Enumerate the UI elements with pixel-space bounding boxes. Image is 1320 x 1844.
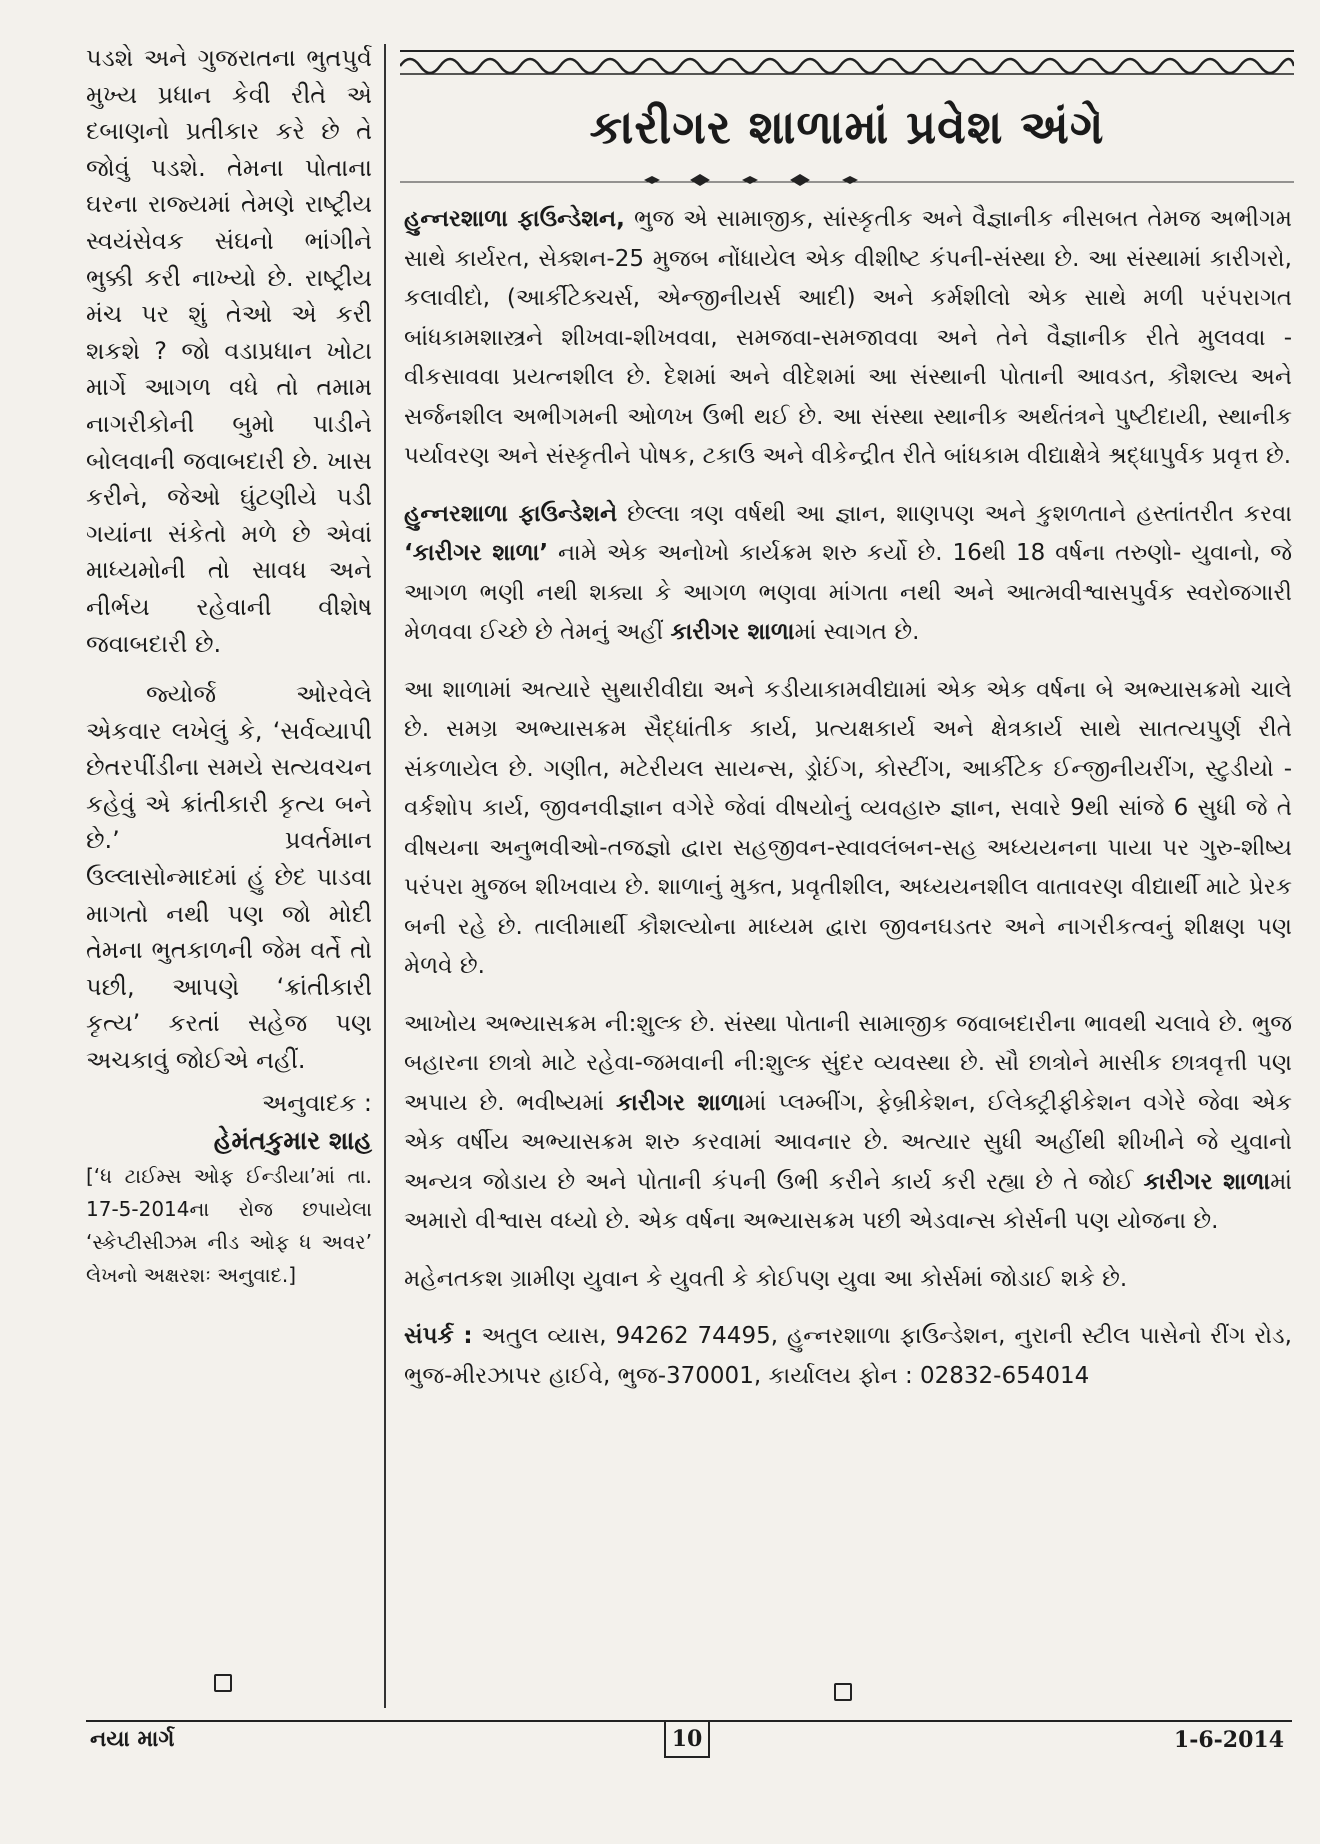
paragraph-text: છેલ્લા ત્રણ વર્ષથી આ જ્ઞાન, શાણપણ અને કુશળતાને હસ્તાંતરીત કરવા <box>617 500 1292 527</box>
foundation-name: હુન્નરશાળા ફાઉન્ડેશન, <box>404 206 625 232</box>
paragraph-text: માં અમારો વીશ્વાસ વધ્યો છે. એક વર્ષના અભ્યાસક્રમ પછી એડવાન્સ કોર્સની પણ યોજના છે. <box>404 1168 1292 1234</box>
article-paragraph-2 <box>404 495 1292 653</box>
contact-label: સંપર્ક : <box>404 1323 473 1349</box>
column-divider <box>384 44 386 1708</box>
translator-label: અનુવાદક : <box>261 1088 372 1117</box>
left-column <box>86 40 372 1292</box>
page-number: 10 <box>664 1722 710 1758</box>
left-paragraph-1: પડશે અને ગુજરાતના ભુતપુર્વ મુખ્ય પ્રધાન કેવી રીતે એ દબાણનો પ્રતીકાર કરે છે તે જોવું પડશે. તેમના પોતાના ઘરના રાજ્યમાં તેમણે રાષ્ટ્રીય સ્વયંસેવક સંઘનો ભાંગીને ભુક્કી કરી નાખ્યો છે. રાષ્ટ્રીય મંચ પર શું તેઓ એ કરી શકશે ? જો વડાપ્રધાન ખોટા માર્ગે આગળ વધે તો તમામ નાગરીકોની બુમો પાડીને બોલવાની જવાબદારી છે. ખાસ કરીને, જેઓ ઘુંટણીયે પડી ગયાંના સંકેતો મળે છે એવાં માધ્યમોની તો સાવધ અને નીર્ભય રહેવાની વીશેષ જવાબદારી છે. <box>86 44 372 658</box>
paragraph-text: આખોય અભ્યાસક્રમ ની:શુલ્ક છે. સંસ્થા પોતાની સામાજીક જવાબદારીના ભાવથી ચલાવે છે. ભુજ બહારના છાત્રો માટે રહેવા-જમવાની ની:શુલ્ક સુંદર વ્યવસ્થા છે. સૌ છાત્રોને માસીક છાત્રવૃત્તી પણ અપાય છે. ભવીષ્યમાં <box>404 1010 1292 1116</box>
foundation-name: હુન્નરશાળા ફાઉન્ડેશને <box>404 500 618 527</box>
article-body <box>404 200 1292 1414</box>
paragraph-text: નામે એક અનોખો કાર્યક્રમ શરુ કર્યો છે. 16થી 18 વર્ષના તરુણો- યુવાનો, જે આગળ ભણી નથી શક્યા કે આગળ ભણવા માંગતા નથી અને આત્મવીશ્વાસપુર્વક સ્વરોજગારી મેળવવા ઈચ્છે છે તેમનું અહીં <box>404 540 1292 645</box>
program-name: કારીગર શાળા <box>1143 1168 1271 1195</box>
article-paragraph-3: આ શાળામાં અત્યારે સુથારીવીદ્યા અને કડીયાકામવીદ્યામાં એક એક વર્ષના બે અભ્યાસક્રમો ચાલે છે. સમગ્ર અભ્યાસક્રમ સૈદ્ધાંતીક કાર્ય, પ્રત્યક્ષકાર્ય અને ક્ષેત્રકાર્ય સાથે સાતત્યપુર્ણ રીતે સંકળાયેલ છે. ગણીત, મટેરીયલ સાયન્સ, ડ્રોઈંગ, કોસ્ટીંગ, આર્કીટેક ઈન્જીનીયરીંગ, સ્ટુડીયો - વર્કશોપ કાર્ય, જીવનવીજ્ઞાન વગેરે જેવાં વીષયોનું વ્યવહારુ જ્ઞાન, સવારે 9થી સાંજે 6 સુધી જે તે વીષયના અનુભવીઓ-તજજ્ઞો દ્વારા સહજીવન-સ્વાવલંબન-સહ અધ્યયનના પાયા પર ગુરુ-શીષ્ય પરંપરા મુજબ શીખવાય છે. શાળાનું મુક્ત, પ્રવૃતીશીલ, અધ્યયનશીલ વાતાવરણ વીદ્યાર્થી માટે પ્રેરક બની રહે છે. તાલીમાર્થી કૌશલ્યોના માધ્યમ દ્વારા જીવનઘડતર અને નાગરીકત્વનું શીક્ષણ પણ મેળવે છે. <box>404 676 1292 979</box>
program-name: કારીગર શાળા <box>670 619 795 645</box>
end-mark-box-icon <box>214 1674 232 1692</box>
program-name: કારીગર શાળા <box>616 1089 745 1116</box>
publication-name: નયા માર્ગ <box>90 1727 175 1752</box>
article-paragraph-4 <box>404 1005 1292 1242</box>
left-paragraph-2: જ્યોર્જ ઓરવેલે એકવાર લખેલું કે, ‘સર્વવ્યાપી છેતરપીંડીના સમયે સત્યવચન કહેવું એ ક્રાંતીકારી કૃત્ય બને છે.’ પ્રવર્તમાન ઉલ્લાસોન્માદમાં હું છેદ પાડવા માગતો નથી પણ જો મોદી તેમના ભુતકાળની જેમ વર્તે તો પછી, આપણે ‘ક્રાંતીકારી કૃત્ય’ કરતાં સહેજ પણ અચકાવું જોઈએ નહીં. <box>86 680 372 1075</box>
paragraph-text: ભુજ એ સામાજીક, સાંસ્કૃતીક અને વૈજ્ઞાનીક નીસબત તેમજ અભીગમ સાથે કાર્યરત, સેક્શન-25 મુજબ નોંધાયેલ એક વીશીષ્ટ કંપની-સંસ્થા છે. આ સંસ્થામાં કારીગરો, કલાવીદો, (આર્કીટેક્ચર્સ, એન્જીનીયર્સ આદી) અને કર્મશીલો એક સાથે મળી પરંપરાગત બાંધકામશાસ્ત્રને શીખવા-શીખવવા, સમજવા-સમજાવવા અને તેને વૈજ્ઞાનીક રીતે મુલવવા - વીકસાવવા પ્રયત્નશીલ છે. દેશમાં અને વીદેશમાં આ સંસ્થાની પોતાની આવડત, કૌશલ્ય અને સર્જનશીલ અભીગમની ઓળખ ઉભી થઈ છે. આ સંસ્થા સ્થાનીક અર્થતંત્રને પુષ્ટીદાયી, સ્થાનીક પર્યાવરણ અને સંસ્કૃતીને પોષક, ટકાઉ અને વીકેન્દ્રીત રીતે બાંધકામ વીદ્યાક્ષેત્રે શ્રદ્ધાપુર્વક પ્રવૃત્ત છે. <box>404 206 1292 469</box>
paragraph-text: માં પ્લમ્બીંગ, ફેબ્રીકેશન, ઈલેક્ટ્રીફીકેશન વગેરે જેવા એક એક વર્ષીય અભ્યાસક્રમ શરુ કરવામાં આવનાર છે. અત્યાર સુધી અહીંથી શીખીને જે યુવાનો અન્યત્ર જોડાય છે અને પોતાની કંપની ઉભી કરીને કાર્ય કરી રહ્યા છે તે જોઈ <box>404 1089 1292 1195</box>
article-paragraph-5: મહેનતકશ ગ્રામીણ યુવાન કે યુવતી કે કોઈપણ યુવા આ કોર્સમાં જોડાઈ શકે છે. <box>404 1265 1128 1292</box>
decorative-border <box>400 48 1294 76</box>
title-ornament <box>400 168 1294 190</box>
end-mark-box-icon <box>834 1683 852 1701</box>
article-paragraph-1 <box>404 200 1292 477</box>
source-note: [‘ધ ટાઈમ્સ ઓફ ઈન્ડીયા’માં તા. 17-5-2014ના રોજ છપાયેલા ‘સ્કેપ્ટીસીઝમ નીડ ઓફ ધ અવર’ લેખનો અક્ષરશઃ અનુવાદ.] <box>86 1163 372 1287</box>
article-title: કારીગર શાળામાં પ્રવેશ અંગે <box>589 100 1105 154</box>
program-name: ‘કારીગર શાળા’ <box>404 540 549 566</box>
paragraph-text: માં સ્વાગત છે. <box>794 619 920 645</box>
translator-name: હેમંતકુમાર શાહ <box>213 1126 372 1156</box>
contact-paragraph <box>404 1317 1292 1396</box>
issue-date: 1-6-2014 <box>1173 1727 1284 1753</box>
contact-details: અતુલ વ્યાસ, 94262 74495, હુન્નરશાળા ફાઉન્ડેશન, નુરાની સ્ટીલ પાસેનો રીંગ રોડ, ભુજ-મીરઝાપર હાઈવે, ભુજ-370001, કાર્યાલય ફોન : 02832-654014 <box>404 1323 1292 1389</box>
